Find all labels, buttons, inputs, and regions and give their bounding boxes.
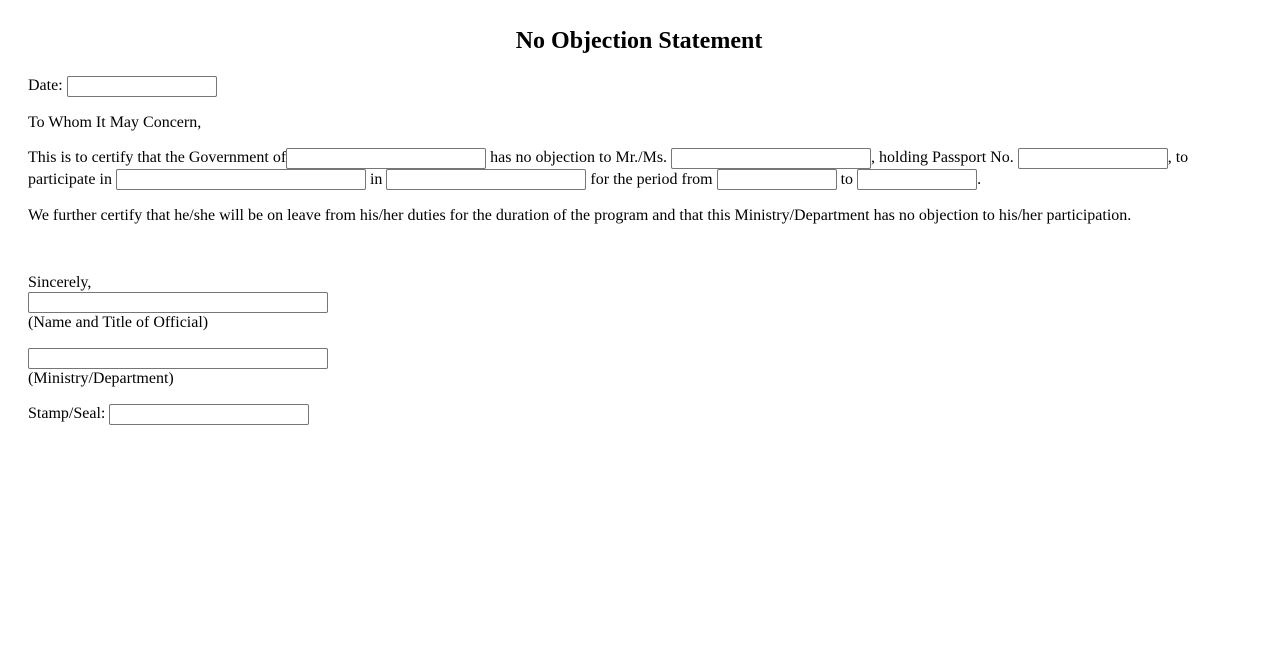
certify-text-2: has no objection to Mr./Ms.	[490, 148, 668, 166]
date-label: Date:	[28, 77, 63, 94]
closing-text: Sincerely,	[28, 274, 92, 292]
period-from-input[interactable]	[717, 169, 837, 190]
page-title: No Objection Statement	[515, 28, 763, 54]
ministry-input[interactable]	[28, 348, 328, 369]
date-input[interactable]	[67, 76, 217, 97]
certify-paragraph	[28, 147, 1250, 191]
location-input[interactable]	[386, 169, 586, 190]
certify-text-4: , to participate in	[28, 148, 1189, 188]
certify-text-3: , holding Passport No.	[871, 148, 1014, 166]
ministry-block	[28, 348, 1250, 388]
official-name-input[interactable]	[28, 292, 328, 313]
stamp-seal-input[interactable]	[109, 404, 309, 425]
government-input[interactable]	[286, 148, 486, 169]
greeting: To Whom It May Concern,	[28, 113, 202, 131]
applicant-name-input[interactable]	[671, 148, 871, 169]
stamp-label: Stamp/Seal:	[28, 405, 106, 423]
official-caption: (Name and Title of Official)	[28, 314, 209, 332]
passport-number-input[interactable]	[1018, 148, 1168, 169]
stamp-row	[28, 403, 1250, 425]
ministry-caption: (Ministry/Department)	[28, 370, 174, 388]
signature-block	[28, 273, 1250, 332]
certify-text-6: for the period from	[590, 170, 713, 188]
period-to-input[interactable]	[857, 169, 977, 190]
certify-text-5: in	[369, 170, 383, 188]
further-paragraph: We further certify that he/she will be on leave from his/her duties for the duration of the program and that this Ministry/Department has no objection to his/her participation.	[28, 207, 1132, 225]
certify-text-1: This is to certify that the Government of	[28, 148, 287, 166]
date-row	[28, 75, 1250, 97]
certify-text-7: to	[840, 170, 854, 188]
certify-text-8: .	[977, 170, 982, 188]
program-input[interactable]	[116, 169, 366, 190]
